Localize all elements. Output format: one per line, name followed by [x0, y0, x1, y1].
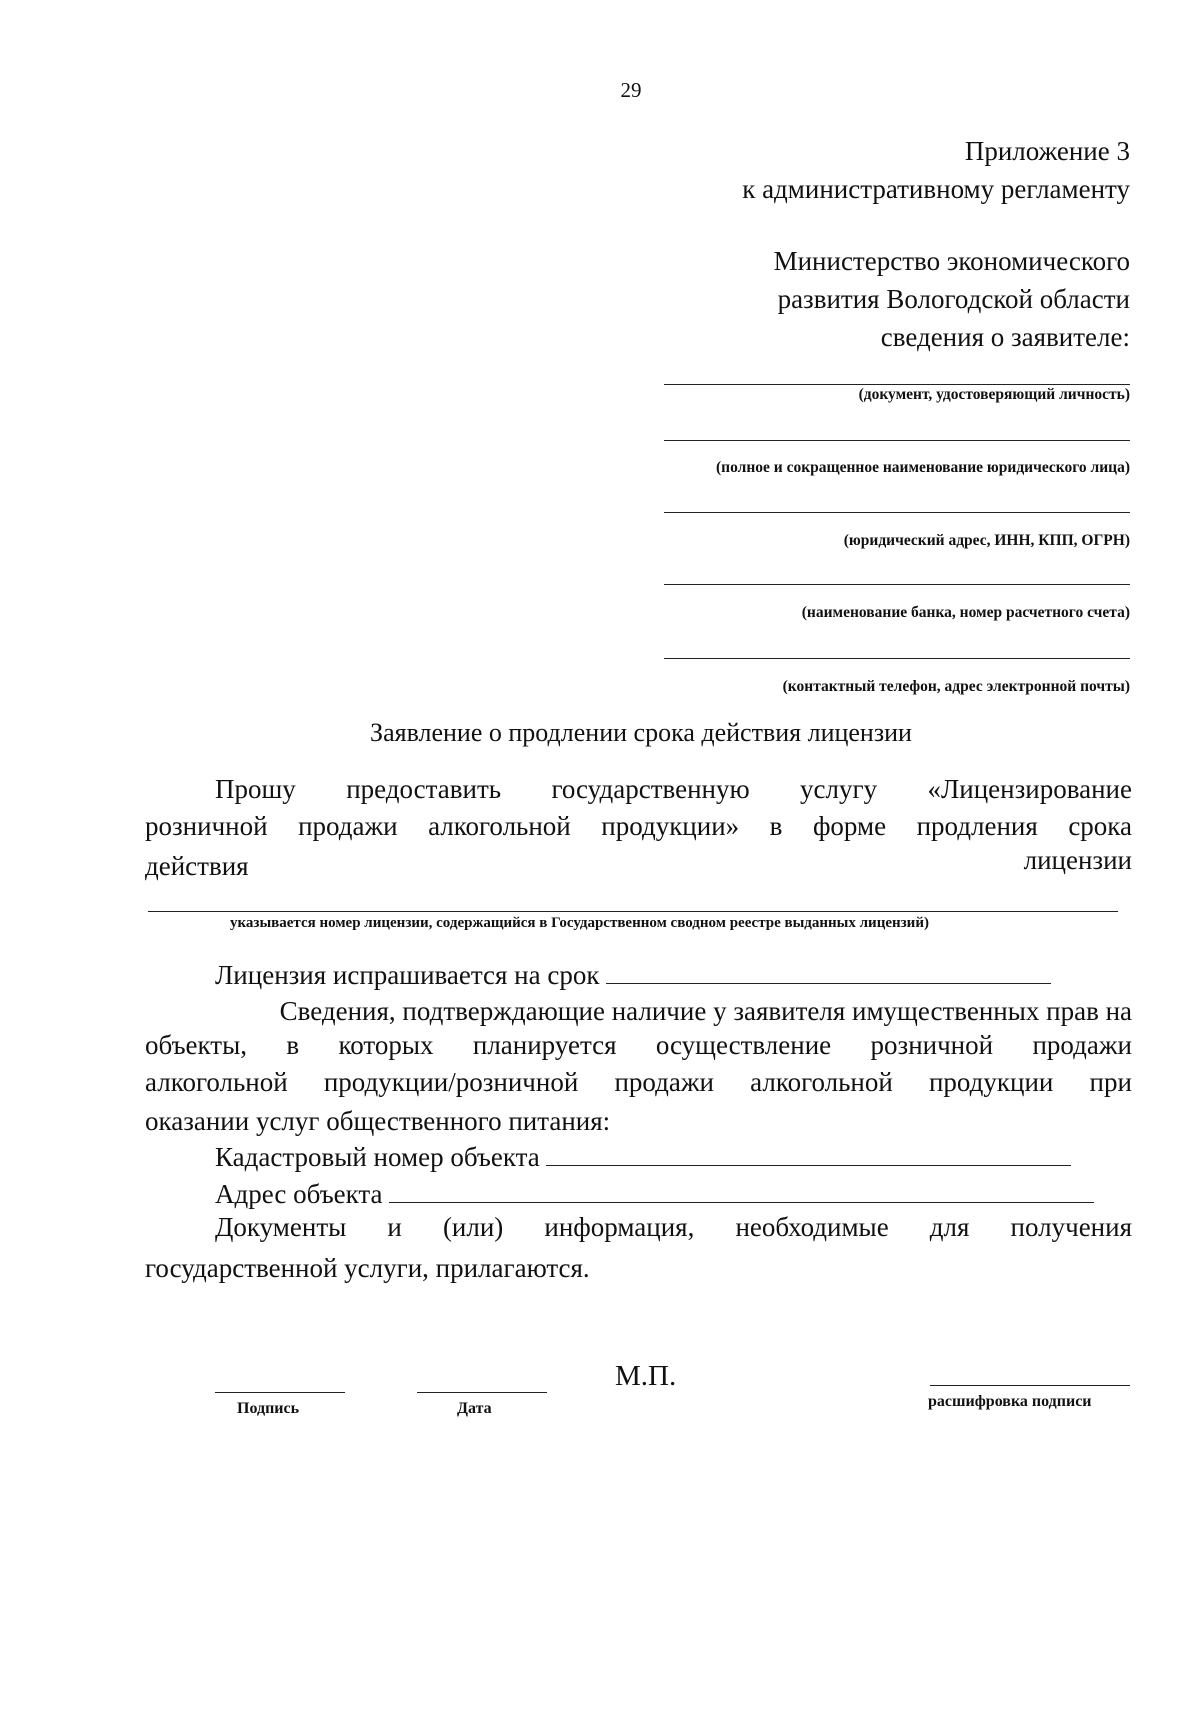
signature-caption: Подпись	[237, 1400, 300, 1417]
license-number-field[interactable]	[148, 911, 1118, 912]
bank-account-field[interactable]	[664, 584, 1130, 585]
bank-account-caption: (наименование банка, номер расчетного счета)	[801, 604, 1130, 621]
identity-document-caption: (документ, удостоверяющий личность)	[858, 386, 1130, 403]
rights-line-4: оказании услуг общественного питания:	[145, 1106, 611, 1136]
request-line-3-left: действия	[145, 851, 249, 881]
page-number: 29	[620, 78, 642, 102]
addressee-block	[774, 242, 1130, 356]
identity-document-field[interactable]	[664, 384, 1130, 385]
rights-line-1: Сведения, подтверждающие наличие у заявителя имущественных прав на	[279, 996, 1132, 1026]
request-line-3-right: лицензии	[1023, 845, 1132, 875]
stamp-label: М.П.	[615, 1360, 677, 1392]
legal-address-field[interactable]	[664, 512, 1130, 513]
date-field[interactable]	[417, 1392, 547, 1393]
application-heading: Заявление о продлении срока действия лицензии	[370, 718, 912, 747]
signature-field[interactable]	[215, 1392, 345, 1393]
cadastral-number-field[interactable]	[546, 1143, 1071, 1166]
cadastral-label: Кадастровый номер объекта	[215, 1142, 540, 1172]
address-row	[215, 1176, 1094, 1212]
addressee-line-3: сведения о заявителе:	[880, 322, 1130, 352]
term-row	[215, 957, 1051, 993]
addressee-line-2: развития Вологодской области	[777, 284, 1130, 314]
legal-entity-name-caption: (полное и сокращенное наименование юридического лица)	[716, 459, 1130, 476]
addressee-line-1: Министерство экономического	[773, 246, 1130, 276]
request-line-2: розничной продажи алкогольной продукции» в форме продления срока	[145, 811, 1132, 841]
rights-line-3: алкогольной продукции/розничной продажи алкогольной продукции при	[145, 1067, 1132, 1097]
address-label: Адрес объекта	[215, 1179, 383, 1209]
legal-address-caption: (юридический адрес, ИНН, КПП, ОГРН)	[843, 532, 1130, 549]
object-address-field[interactable]	[389, 1180, 1094, 1203]
rights-line-2: объекты, в которых планируется осуществление розничной продажи	[145, 1030, 1132, 1060]
signature-decoding-field[interactable]	[930, 1385, 1130, 1386]
signature-decoding-caption: расшифровка подписи	[928, 1393, 1092, 1410]
contact-field[interactable]	[664, 658, 1130, 659]
documents-line-1: Документы и (или) информация, необходимые для получения	[215, 1212, 1132, 1242]
term-label: Лицензия испрашивается на срок	[215, 960, 600, 990]
cadastral-row	[215, 1139, 1071, 1175]
appendix-title: Приложение 3	[964, 136, 1130, 166]
term-field[interactable]	[606, 961, 1051, 984]
license-number-caption: указывается номер лицензии, содержащийся в Государственном сводном реестре выданных лицензий)	[230, 915, 929, 931]
documents-line-2: государственной услуги, прилагаются.	[145, 1253, 590, 1283]
contact-caption: (контактный телефон, адрес электронной почты)	[782, 678, 1130, 695]
appendix-header	[742, 132, 1130, 208]
appendix-subtitle: к административному регламенту	[742, 174, 1130, 204]
legal-entity-name-field[interactable]	[664, 440, 1130, 441]
request-line-1: Прошу предоставить государственную услугу «Лицензирование	[215, 774, 1132, 804]
date-caption: Дата	[457, 1400, 492, 1417]
